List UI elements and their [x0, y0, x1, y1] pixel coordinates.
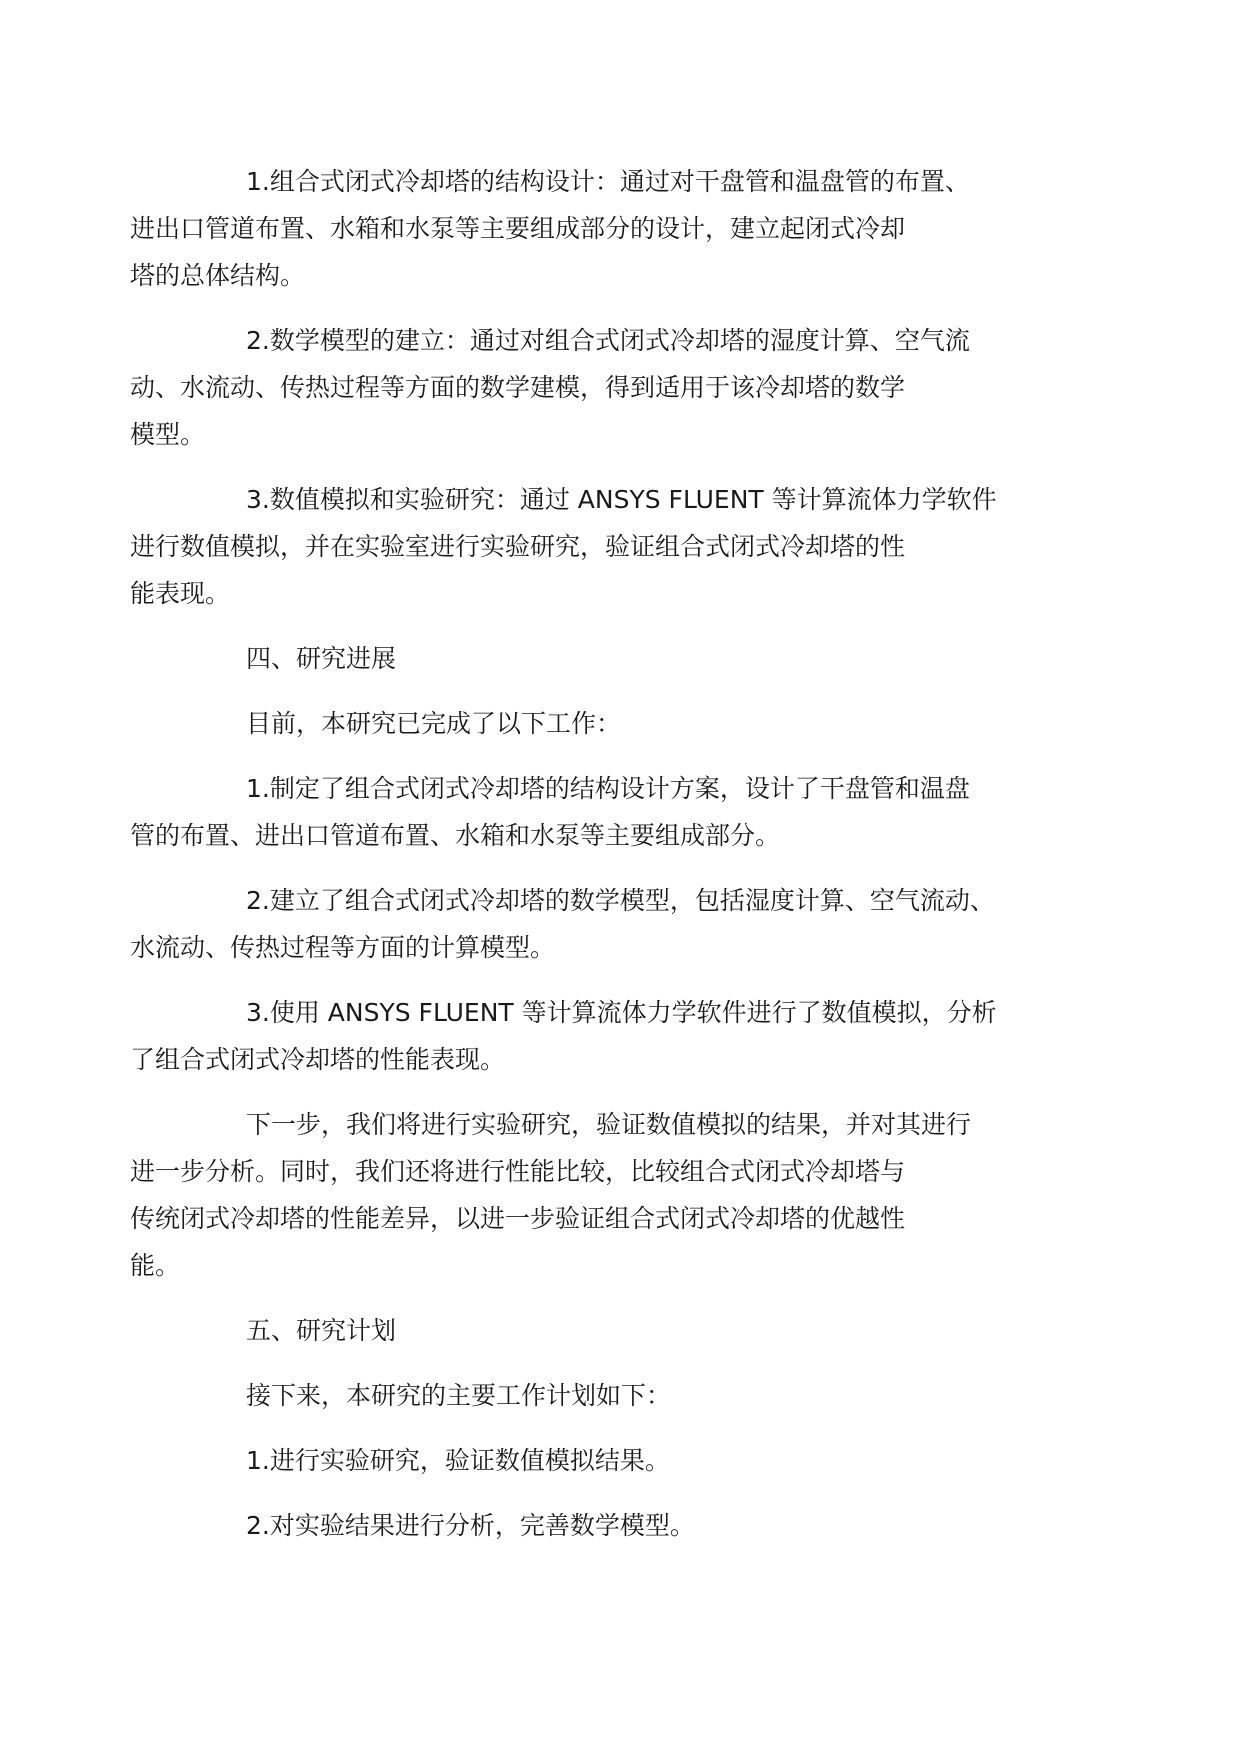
paragraph-simulation-experiment: [130, 476, 1068, 617]
text-line: 传统闭式冷却塔的性能差异，以进一步验证组合式闭式冷却塔的优越性: [130, 1204, 906, 1233]
document-body: [130, 158, 1068, 1567]
text-line: 管的布置、进出口管道布置、水箱和水泵等主要组成部分。: [130, 821, 781, 850]
text-line: 进一步分析。同时，我们还将进行性能比较，比较组合式闭式冷却塔与: [130, 1157, 906, 1186]
paragraph-structure-design: [130, 158, 1068, 299]
text-line: 模型。: [130, 420, 206, 449]
text-line: 五、研究计划: [246, 1316, 397, 1345]
paragraph-progress-item-2: [130, 877, 1068, 971]
text-line: 动、水流动、传热过程等方面的数学建模，得到适用于该冷却塔的数学: [130, 373, 906, 402]
paragraph-next-steps: [130, 1101, 1068, 1289]
paragraph-progress-item-1: [130, 765, 1068, 859]
paragraph-plan-item-1: [188, 1437, 1068, 1484]
text-line: 塔的总体结构。: [130, 261, 306, 290]
paragraph-plan-item-2: [188, 1502, 1068, 1549]
text-line: 四、研究进展: [246, 644, 397, 673]
text-line: 能。: [130, 1251, 181, 1280]
paragraph-math-model: [130, 317, 1068, 458]
paragraph-plan-intro: [188, 1372, 1068, 1419]
text-line: 1.组合式闭式冷却塔的结构设计：通过对干盘管和温盘管的布置、: [246, 167, 970, 196]
text-line: 1.制定了组合式闭式冷却塔的结构设计方案，设计了干盘管和温盘: [246, 774, 970, 803]
text-line: 2.数学模型的建立：通过对组合式闭式冷却塔的湿度计算、空气流: [246, 326, 970, 355]
paragraph-progress-item-3: [130, 989, 1068, 1083]
section-heading-plan: [188, 1307, 1068, 1354]
text-line: 了组合式闭式冷却塔的性能表现。: [130, 1045, 506, 1074]
text-line: 2.建立了组合式闭式冷却塔的数学模型，包括湿度计算、空气流动、: [246, 886, 995, 915]
text-line: 目前，本研究已完成了以下工作：: [246, 709, 622, 738]
text-line: 能表现。: [130, 579, 231, 608]
text-line: 3.使用 ANSYS FLUENT 等计算流体力学软件进行了数值模拟，分析: [246, 998, 997, 1027]
text-line: 下一步，我们将进行实验研究，验证数值模拟的结果，并对其进行: [246, 1110, 972, 1139]
text-line: 1.进行实验研究，验证数值模拟结果。: [246, 1446, 670, 1475]
section-heading-progress: [188, 635, 1068, 682]
paragraph-progress-intro: [188, 700, 1068, 747]
text-line: 3.数值模拟和实验研究：通过 ANSYS FLUENT 等计算流体力学软件: [246, 485, 997, 514]
text-line: 进出口管道布置、水箱和水泵等主要组成部分的设计，建立起闭式冷却: [130, 214, 906, 243]
text-line: 2.对实验结果进行分析，完善数学模型。: [246, 1511, 695, 1540]
text-line: 水流动、传热过程等方面的计算模型。: [130, 933, 556, 962]
text-line: 进行数值模拟，并在实验室进行实验研究，验证组合式闭式冷却塔的性: [130, 532, 906, 561]
text-line: 接下来，本研究的主要工作计划如下：: [246, 1381, 672, 1410]
